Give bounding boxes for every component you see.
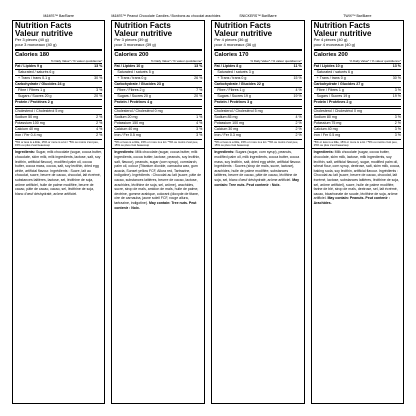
calories-value: Calories 200 [313, 51, 348, 58]
nutrient-dv: 3 % [196, 132, 203, 137]
nutrient-label: Iron / Fer 0.3 mg [214, 132, 241, 137]
nutrient-dv: 30 % [392, 75, 401, 80]
nutrient-label: Sugars / Sucres 19 g [316, 93, 351, 98]
nutrition-title-fr: Valeur nutritive [114, 29, 173, 38]
nutrient-dv: 7 % [196, 87, 203, 92]
nutrient-row [314, 132, 401, 138]
ingredients-block [211, 149, 304, 404]
nutrition-title-en: Nutrition Facts [114, 21, 171, 30]
nutrition-panel [311, 20, 404, 149]
nutrient-label: Cholesterol / Cholestérol 5 mg [214, 108, 263, 113]
product-name: SNICKERS™ Bar/Barre [239, 14, 277, 18]
serving-size-en: Per 3 pieces (40 g) [15, 37, 49, 42]
nutrient-label: Fibre / Fibres 1 g [316, 87, 344, 92]
nutrient-row [114, 99, 202, 105]
nutrient-label: Calcium 40 mg [15, 126, 39, 131]
nutrient-label: Fat / Lipides 8 g [214, 63, 242, 68]
nutrient-dv: 26 % [194, 75, 203, 80]
daily-value-header: % Daily Value* / % valeur quotidienne* [151, 58, 203, 63]
nutrient-label: Sodium 85 mg [214, 114, 238, 119]
nutrition-title-fr: Valeur nutritive [15, 29, 73, 38]
ingredients-block [111, 149, 205, 404]
nutrient-row [314, 99, 401, 105]
nutrient-label: Sugars / Sucres 20 g [117, 93, 151, 98]
ingredients-label: Ingredients: [114, 150, 135, 155]
rule-thick [214, 49, 301, 51]
nutrition-title-en: Nutrition Facts [214, 21, 271, 30]
nutrient-label: Saturated / saturés 6 g [18, 69, 55, 74]
rule-thick [314, 49, 401, 51]
ingredients-text: Sugars (sugar, corn syrup), peanuts, modified palm oil, milk ingredients, cocoa butter, cocoa mass, soy lecithin, salt, dried egg white, artificial flavour. Ingrédients : Sucres (sirop de maïs, sucre, lactose), arachides, huile de palme modifiée, substances laitières, beurre de cacao, pâte de cacao, lécithine de soja, sel, blanc d'œuf déshydraté, arôme artificiel. [214, 150, 302, 182]
nutrient-label: Protein / Protéines 2 g [15, 99, 53, 104]
nutrient-label: Calcium 30 mg [214, 126, 239, 131]
nutrient-label: Cholesterol / Cholestérol 0 mg [313, 108, 362, 113]
nutrient-label: + Trans / trans 0.1 g [18, 75, 51, 80]
nutrient-row [114, 132, 202, 138]
nutrient-label: Saturated / saturés 3 g [217, 69, 254, 74]
nutrient-label: Protein / Protéines 2 g [313, 99, 352, 104]
nutrient-dv: 4 % [295, 87, 302, 92]
nutrient-dv: 15 % [293, 75, 302, 80]
nutrient-label: Fibre / Fibres 1 g [217, 87, 245, 92]
footnote: *5% or less is a little, 15% or more is a lot / *5% ou moins c'est peu, 15% ou plus c'est beaucoup [214, 139, 301, 148]
labels-container [12, 12, 404, 404]
rule-medium [214, 106, 301, 107]
daily-value-header: % Daily Value* / % valeur quotidienne* [51, 58, 103, 63]
nutrient-label: Cholesterol / Cholestérol 5 mg [15, 108, 64, 113]
may-contain: May contain: Tree nuts. Peut contenir : Noix. [214, 177, 300, 187]
nutrient-dv: 20 % [194, 93, 203, 98]
ingredients-block [12, 149, 105, 404]
nutrition-title-en: Nutrition Facts [313, 21, 371, 30]
footnote: *5% or less is a little, 15% or more is a lot / *5% ou moins c'est peu, 15% ou plus c'est beaucoup [15, 139, 102, 148]
nutrition-panel [12, 20, 105, 149]
nutrient-label: Fibre / Fibres 2 g [117, 87, 145, 92]
product-name: M&M'S™ Bar/Barre [43, 14, 74, 18]
nutrient-dv: 2 % [295, 132, 302, 137]
serving-size-fr: pour 3 morceaux (39 g) [114, 41, 156, 47]
nutrient-label: Saturated / saturés 6 g [316, 69, 354, 74]
ingredients-block [311, 149, 404, 404]
serving-size-fr: pour 3 morceaux (40 g) [15, 41, 57, 47]
serving-size-en: Per 4 pieces (40 g) [313, 37, 348, 42]
ingredients-label: Ingredients: [15, 150, 36, 155]
nutrient-label: + Trans / trans 0 g [217, 75, 247, 80]
nutrient-dv: 3 % [196, 126, 203, 131]
nutrient-label: Calcium 40 mg [114, 126, 139, 131]
rule-medium [314, 106, 401, 107]
nutrition-title-fr: Valeur nutritive [313, 29, 372, 38]
nutrient-dv: 2 % [295, 120, 302, 125]
nutrient-dv: 13 % [392, 63, 401, 68]
nutrient-label: Potassium 150 mg [114, 120, 145, 125]
nutrient-dv: 11 % [293, 63, 302, 68]
nutrient-label: Fat / Lipides 10 g [313, 63, 343, 68]
nutrient-label: Iron / Fer 0.5 mg [114, 132, 141, 137]
nutrient-label: + Trans / trans 0 g [117, 75, 147, 80]
nutrient-label: Fat / Lipides 9 g [15, 63, 43, 68]
ingredients-label: Ingredients: [313, 150, 334, 155]
may-contain: May contain: Tree nuts. Peut contenir : Noix. [114, 200, 197, 210]
nutrient-label: + Trans / trans 0 g [316, 75, 346, 80]
footnote: *5% or less is a little, 15% or more is a lot / *5% ou moins c'est peu, 15% ou plus c'est beaucoup [314, 139, 401, 148]
nutrient-label: Calcium 40 mg [313, 126, 338, 131]
calories-row [214, 52, 301, 59]
nutrient-label: Potassium 100 mg [214, 120, 245, 125]
nutrient-label: Cholesterol / Cholestérol 0 mg [114, 108, 163, 113]
nutrient-row [214, 132, 301, 138]
label-column-3 [211, 12, 304, 404]
nutrition-panel [211, 20, 304, 149]
calories-row [314, 52, 401, 59]
nutrient-dv: 3 % [394, 132, 401, 137]
nutrient-dv: 4 % [295, 114, 302, 119]
rule-medium [15, 106, 102, 107]
nutrient-label: Sodium 80 mg [313, 114, 337, 119]
may-contain: May contain: Peanuts. Peut contenir : Arachides. [313, 196, 390, 205]
nutrient-label: Carbohydrate / Glucides 27 g [313, 81, 364, 86]
ingredients-text: Milk chocolate (sugar, cocoa butter, chocolate, skim milk, lactose, milk ingredients, soy lecithin, salt, artificial flavour), sugar, modified palm oil, wheat flour, corn syrup, dextrose, salt, skim milk, cocoa, baking soda, soy lecithin, artificial flavour. Ingrédients : Chocolat au lait (sucre, beurre de cacao, chocolat, lait écrémé, lactose, substances laitières, lécithine de soja, sel, arôme artificiel), sucre, huile de palme modifiée, farine de blé, sirop de maïs, dextrose, sel, lait écrémé, cacao, bicarbonate de soude, lécithine de soja, arôme artificiel. [313, 150, 401, 201]
nutrient-label: Protein / Protéines 3 g [214, 99, 253, 104]
nutrient-dv: 2 % [96, 120, 103, 125]
nutrient-label: Carbohydrate / Glucides 24 g [15, 81, 65, 86]
nutrient-label: Fat / Lipides 10 g [114, 63, 144, 68]
rule-thick [114, 49, 202, 51]
nutrient-dv: 30 % [94, 75, 103, 80]
serving-size-fr: pour 4 morceaux (36 g) [214, 41, 256, 47]
nutrient-label: Iron / Fer 0.4 mg [15, 132, 42, 137]
rule-medium [114, 106, 202, 107]
nutrition-title-en: Nutrition Facts [15, 21, 72, 30]
calories-row [15, 52, 102, 59]
nutrient-dv: 4 % [196, 120, 203, 125]
nutrient-label: Carbohydrate / Glucides 22 g [214, 81, 265, 86]
nutrient-label: Saturated / saturés 5 g [117, 69, 154, 74]
nutrient-dv: 19 % [293, 93, 302, 98]
nutrient-label: Sodium 20 mg [114, 114, 138, 119]
label-column-1 [12, 12, 105, 404]
nutrient-label: Sugars / Sucres 19 g [217, 93, 251, 98]
nutrient-row [15, 132, 102, 138]
nutrient-label: Sugars / Sucres 20 g [18, 93, 52, 98]
nutrient-dv: 3 % [394, 114, 401, 119]
rule-thick [15, 49, 102, 51]
nutrient-dv: 2 % [96, 132, 103, 137]
nutrient-label: Sodium 50 mg [15, 114, 39, 119]
calories-value: Calories 180 [15, 51, 50, 58]
ingredients-text: Milk chocolate (sugar, cocoa butter, milk ingredients, cocoa butter, lactose, peanuts, soy lecithin, salt, flavour), peanuts, sugar (corn syrup), cornstarch, palm oil, colour (Titanium dioxide, carnauba wax, gum acacia, Sunset yellow FCF, Allura red, Tartrazine, indigotine). Ingrédients : Chocolat au lait (sucre, pâte de cacao, substances laitières, beurre de cacao, lactose, arachides, lécithine de soja, sel, arôme), arachides, sucre, sirop de maïs, amidon de maïs, huile de palme, dextrine, gomme arabique, colorant (dioxyde de titane, cire de carnauba, jaune soleil FCF, rouge allura, tartrazine, indigotine). [114, 150, 202, 205]
nutrient-label: Potassium 75 mg [313, 120, 342, 125]
nutrient-dv: 3 % [394, 126, 401, 131]
nutrient-row [15, 99, 102, 105]
nutrition-panel [111, 20, 205, 149]
calories-value: Calories 170 [214, 51, 249, 58]
calories-row [114, 52, 202, 59]
nutrient-label: Potassium 100 mg [15, 120, 45, 125]
nutrient-label: Protein / Protéines 4 g [114, 99, 153, 104]
nutrient-row [214, 99, 301, 105]
label-column-2 [111, 12, 221, 404]
serving-size-fr: pour 4 morceaux (40 g) [313, 41, 356, 47]
product-name: TWIX™ Bar/Barre [343, 14, 372, 18]
serving-size-en: Per 3 pieces (39 g) [114, 37, 149, 42]
ingredients-label: Ingredients: [214, 150, 235, 155]
nutrient-dv: 1 % [196, 114, 203, 119]
nutrient-dv: 2 % [96, 114, 103, 119]
ingredients-text: Sugar, milk chocolate (sugar, cocoa butter, chocolate, skim milk, milk ingredients, lactose, salt, soy lecithin, artificial flavour), modified palm oil, cocoa butter, cocoa mass, cocoa, salt, soy lecithin, dried egg white, artificial flavour. Ingrédients : Sucre, lait au chocolat, sucre, beurre de cacao, chocolat, lait écrémé, substances laitières, lactose, sel, lécithine de soja, arôme artificiel, huile de palme modifiée, beurre de cacao, pâte de cacao, cacao, sel, lécithine de soja, blanc d'œuf déshydraté, arôme artificiel. [15, 150, 102, 196]
nutrition-title-fr: Valeur nutritive [214, 29, 273, 38]
nutrient-dv: 13 % [194, 63, 203, 68]
nutrient-label: Iron / Fer 0.5 mg [313, 132, 341, 137]
nutrient-dv: 4 % [96, 126, 103, 131]
product-name: M&M'S™ Peanut Chocolate Candies / Bonbons au chocolat arachides [111, 14, 221, 18]
calories-value: Calories 200 [114, 51, 149, 58]
nutrient-dv: 2 % [394, 120, 401, 125]
nutrient-dv: 2 % [295, 126, 302, 131]
nutrient-dv: 3 % [96, 87, 103, 92]
nutrient-dv: 20 % [94, 93, 103, 98]
daily-value-header: % Daily Value* / % valeur quotidienne* [250, 58, 302, 63]
footnote: *5% or less is a little, 15% or more is a lot / *5% ou moins c'est peu, 15% ou plus c'est beaucoup [114, 139, 202, 148]
nutrient-dv: 19 % [392, 93, 401, 98]
nutrient-label: Fibre / Fibres 1 g [18, 87, 46, 92]
nutrient-label: Carbohydrate / Glucides 23 g [114, 81, 165, 86]
daily-value-header: % Daily Value* / % valeur quotidienne* [349, 58, 401, 63]
nutrient-dv: 13 % [94, 63, 103, 68]
nutrient-dv: 3 % [394, 87, 401, 92]
serving-size-en: Per 4 pieces (36 g) [214, 37, 249, 42]
label-column-4 [311, 12, 404, 404]
